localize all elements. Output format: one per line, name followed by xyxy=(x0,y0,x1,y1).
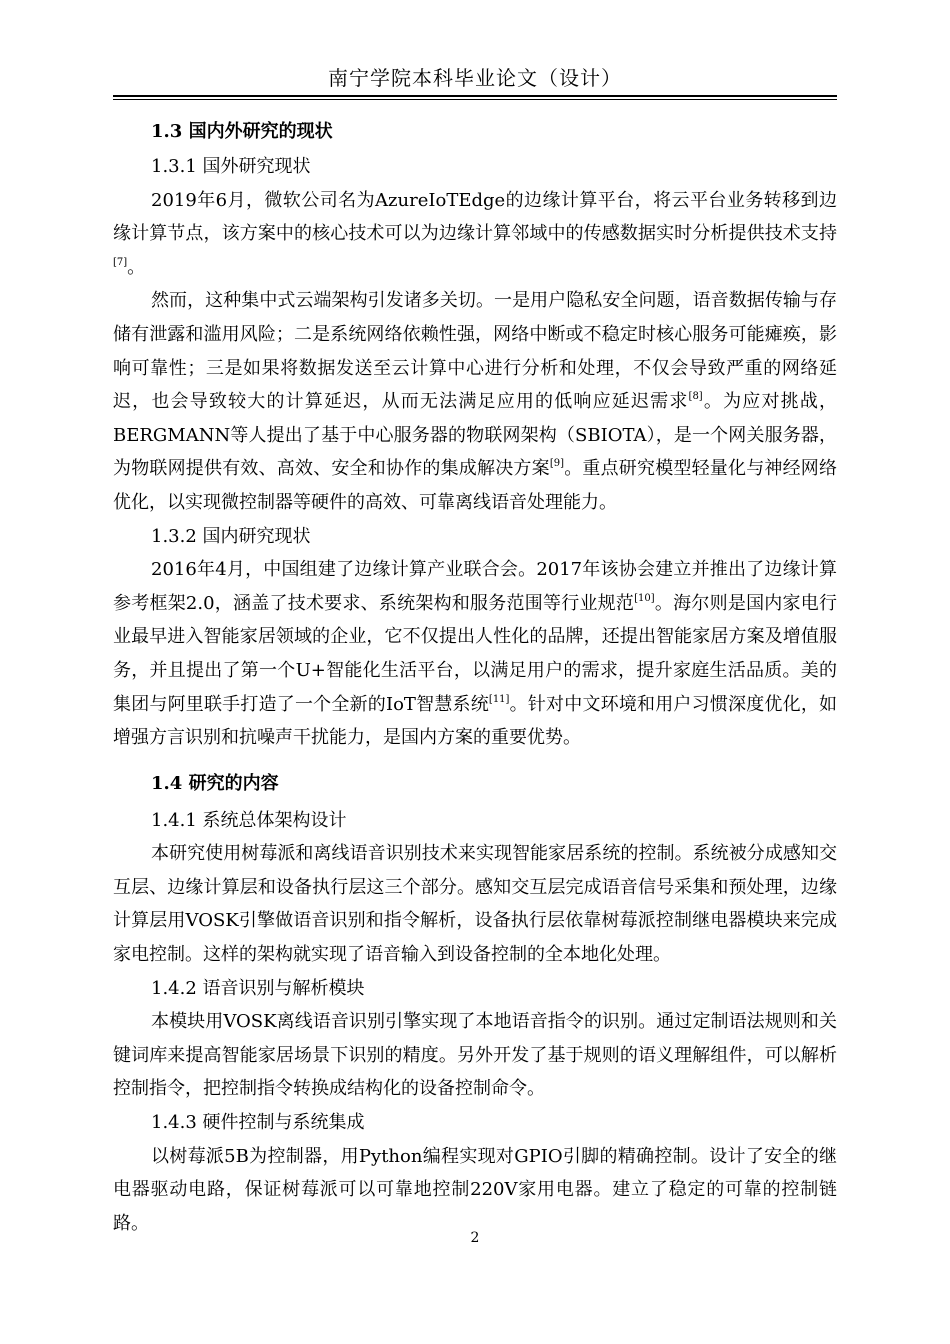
subsection-heading-1-4-2: 1.4.2 语音识别与解析模块 xyxy=(151,977,365,999)
citation-ref: [11] xyxy=(488,693,510,705)
paragraph-foreign-1 xyxy=(113,184,837,285)
subsection-heading-1-4-3: 1.4.3 硬件控制与系统集成 xyxy=(151,1112,365,1134)
page-body xyxy=(113,114,837,1240)
citation-ref: [10] xyxy=(634,592,655,604)
citation-ref: [7] xyxy=(113,256,128,268)
paragraph-text: 然而，这种集中式云端架构引发诸多关切。一是用户隐私安全问题，语音数据传输与存储有泄露和滥用风险；二是系统网络依赖性强，网络中断或不稳定时核心服务可能瘫痪，影响可靠性；三是如果将数据发送至云计算中心进行分析和处理，不仅会导致严重的网络延迟，也会导致较大的计算延迟，从而无法满足应用的低响应延迟需求 xyxy=(113,290,837,413)
subsection-heading-1-3-2: 1.3.2 国内研究现状 xyxy=(151,525,311,547)
paragraph-architecture: 本研究使用树莓派和离线语音识别技术来实现智能家居系统的控制。系统被分成感知交互层、边缘计算层和设备执行层这三个部分。感知交互层完成语音信号采集和预处理，边缘计算层用VOSK引擎做语音识别和指令解析，设备执行层依靠树莓派控制继电器模块来完成家电控制。这样的架构就实现了语音输入到设备控制的全本地化处理。 xyxy=(113,843,837,966)
citation-ref: [8] xyxy=(688,391,703,403)
subsection-heading-1-4-1: 1.4.1 系统总体架构设计 xyxy=(151,809,347,831)
paragraph-text: 。重点研究模型轻量化与神经网络优化，以实现微控制器等硬件的高效、可靠离线语音处理能力。 xyxy=(113,458,838,513)
paragraph-text: 2019年6月，微软公司名为AzureIoTEdge的边缘计算平台，将云平台业务转移到边缘计算节点，该方案中的核心技术可以为边缘计算邻域中的传感数据实时分析提供技术支持 xyxy=(113,189,837,245)
paragraph-domestic xyxy=(113,553,837,755)
paragraph-text: 2016年4月，中国组建了边缘计算产业联合会。2017年该协会建立并推出了边缘计算参考框架2.0，涵盖了技术要求、系统架构和服务范围等行业规范 xyxy=(113,559,837,614)
paragraph-text: 。为应对挑战，BERGMANN等人提出了基于中心服务器的物联网架构（SBIOTA），是一个网关服务器，为物联网提供有效、高效、安全和协作的集成解决方案 xyxy=(113,391,838,480)
page-number: 2 xyxy=(470,1230,480,1246)
paragraph-foreign-2 xyxy=(113,284,837,519)
paragraph-text: 。针对中文环境和用户习惯深度优化，如增强方言识别和抗噪声干扰能力，是国内方案的重要优势。 xyxy=(113,693,838,749)
citation-ref: [9] xyxy=(549,458,564,470)
page-header: 南宁学院本科毕业论文（设计） xyxy=(328,66,622,90)
section-heading-1-3: 1.3 国内外研究的现状 xyxy=(151,121,333,142)
section-heading-1-4: 1.4 研究的内容 xyxy=(151,772,279,794)
subsection-heading-1-3-1: 1.3.1 国外研究现状 xyxy=(151,156,311,177)
paragraph-hardware: 以树莓派5B为控制器，用Python编程实现对GPIO引脚的精确控制。设计了安全的继电器驱动电路，保证树莓派可以可靠地控制220V家用电器。建立了稳定的可靠的控制链路。 xyxy=(113,1145,837,1234)
paragraph-text: 。海尔则是国内家电行业最早进入智能家居领域的企业，它不仅提出人性化的品牌，还提出智能家居方案及增值服务，并且提出了第一个U+智能化生活平台，以满足用户的需求，提升家庭生活品质。美的集团与阿里联手打造了一个全新的IoT智慧系统 xyxy=(113,592,837,715)
header-rule-thick xyxy=(113,95,837,97)
header-rule-thin xyxy=(113,99,837,100)
paragraph-text: 。 xyxy=(127,256,146,278)
paragraph-speech-module: 本模块用VOSK离线语音识别引擎实现了本地语音指令的识别。通过定制语法规则和关键词库来提高智能家居场景下识别的精度。另外开发了基于规则的语义理解组件，可以解析控制指令，把控制指令转换成结构化的设备控制命令。 xyxy=(113,1011,837,1100)
